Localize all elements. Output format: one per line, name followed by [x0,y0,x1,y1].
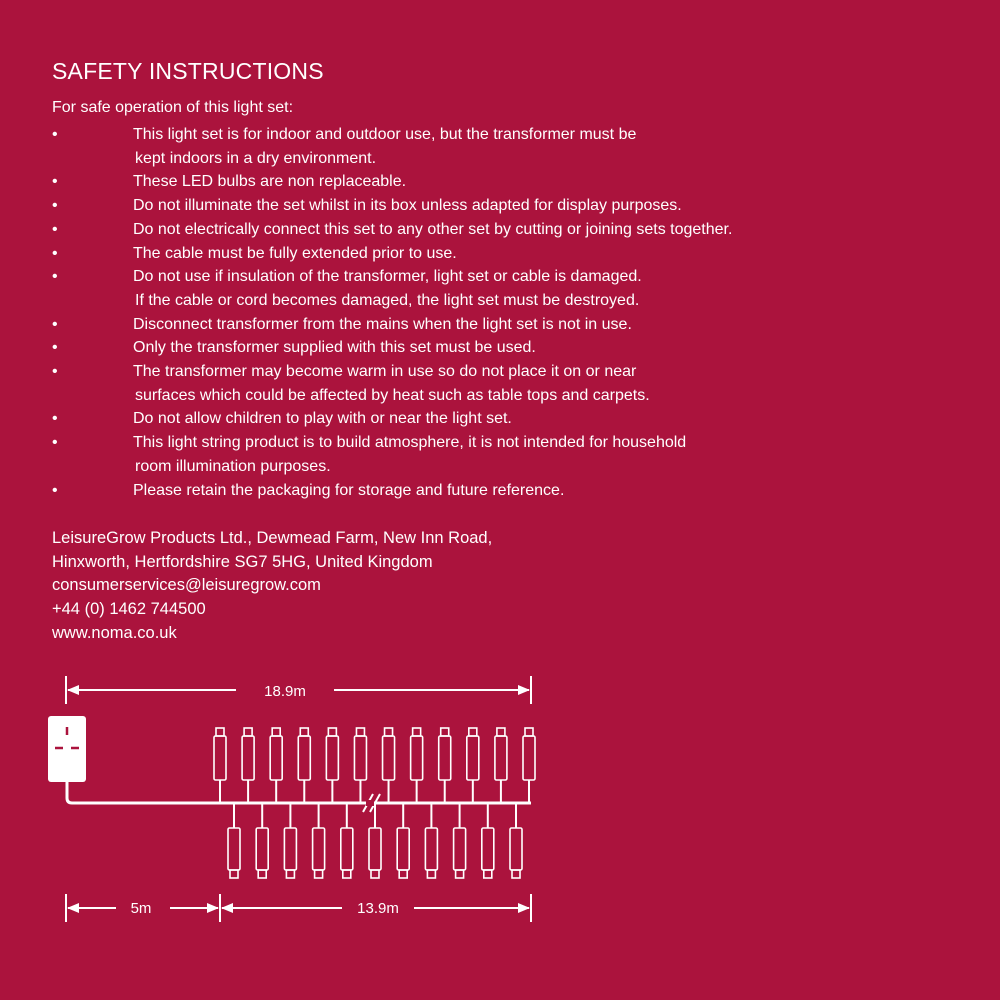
lower-bulb [284,828,296,878]
bullet-icon: • [52,244,58,262]
lead-length-left-arrow [67,903,79,913]
upper-bulb [270,728,282,780]
safety-instruction-list [52,123,732,502]
phone-number: +44 (0) 1462 744500 [52,600,206,619]
bullet-icon: • [52,268,58,286]
instruction-text: Do not use if insulation of the transformer, light set or cable is damaged. [133,268,642,286]
bullet-icon: • [52,434,58,452]
lead-length-label: 5m [130,900,152,917]
instruction-item [52,265,732,312]
address-line-1: LeisureGrow Products Ltd., Dewmead Farm, New Inn Road, [52,529,493,547]
page-title: SAFETY INSTRUCTIONS [52,58,324,84]
total-length-right-arrow [518,685,530,695]
website-link[interactable]: www.noma.co.uk [52,623,177,642]
instruction-text: The cable must be fully extended prior to use. [133,244,457,262]
instruction-item [52,431,732,478]
bullet-icon: • [52,315,58,333]
upper-bulb [411,728,423,780]
upper-bulb [523,728,535,780]
instruction-text: This light string product is to build atmosphere, it is not intended for household [133,434,687,452]
address-line-2: Hinxworth, Hertfordshire SG7 5HG, United Kingdom [52,552,433,571]
lower-bulb [454,828,466,878]
upper-bulb [467,728,479,780]
lit-length-right-arrow [518,903,530,913]
bullet-icon: • [52,481,58,499]
instruction-text-continued: If the cable or cord becomes damaged, the light set must be destroyed. [135,291,640,309]
instruction-item [52,336,732,360]
lit-length-left-arrow [221,903,233,913]
instruction-item [52,242,732,266]
bullet-icon: • [52,197,58,215]
instruction-text-continued: room illumination purposes. [135,457,331,475]
instruction-text: Please retain the packaging for storage and future reference. [133,481,565,499]
instruction-item [52,194,732,218]
upper-bulb [439,728,451,780]
bullet-icon: • [52,363,58,381]
instruction-item [52,360,732,407]
lower-bulb [313,828,325,878]
email-link[interactable]: consumerservices@leisuregrow.com [52,576,321,595]
instruction-text: Do not illuminate the set whilst in its box unless adapted for display purposes. [133,197,682,215]
instruction-text: The transformer may become warm in use so do not place it on or near [133,363,637,381]
lower-bulb [256,828,268,878]
instruction-item [52,407,732,431]
instruction-text: Do not electrically connect this set to any other set by cutting or joining sets together. [133,220,733,238]
lower-bulb [341,828,353,878]
lower-bulb [425,828,437,878]
upper-bulb [383,728,395,780]
total-length-left-arrow [67,685,79,695]
instruction-item [52,313,732,337]
instruction-text-continued: kept indoors in a dry environment. [135,149,377,167]
total-length-label: 18.9m [264,683,306,700]
instruction-item [52,479,732,503]
lower-bulb [369,828,381,878]
instruction-text: Only the transformer supplied with this set must be used. [133,339,536,357]
instruction-item [52,170,732,194]
bullet-icon: • [52,339,58,357]
bullet-icon: • [52,220,58,238]
instruction-text: Disconnect transformer from the mains when the light set is not in use. [133,315,632,333]
upper-bulb [214,728,226,780]
contact-address [52,527,492,646]
bullet-icon: • [52,173,58,191]
bullet-icon: • [52,410,58,428]
transformer-plug [48,716,86,782]
lower-bulb [482,828,494,878]
bulb-group [214,728,535,878]
bullet-icon: • [52,126,58,143]
lit-length-label: 13.9m [357,900,399,917]
upper-bulb [495,728,507,780]
lower-bulb [228,828,240,878]
intro-text: For safe operation of this light set: [52,99,294,116]
lower-bulb [397,828,409,878]
light-set-dimension-diagram [0,660,1000,960]
lead-length-right-arrow [207,903,219,913]
instruction-text: These LED bulbs are non replaceable. [133,173,407,191]
upper-bulb [298,728,310,780]
instruction-text: Do not allow children to play with or near the light set. [133,410,512,428]
instruction-text-continued: surfaces which could be affected by heat such as table tops and carpets. [135,386,650,404]
instruction-item [52,123,732,170]
upper-bulb [326,728,338,780]
lower-bulb [510,828,522,878]
instruction-item [52,218,732,242]
instruction-text: This light set is for indoor and outdoor use, but the transformer must be [133,126,637,143]
upper-bulb [242,728,254,780]
upper-bulb [354,728,366,780]
lead-cable [67,782,531,803]
